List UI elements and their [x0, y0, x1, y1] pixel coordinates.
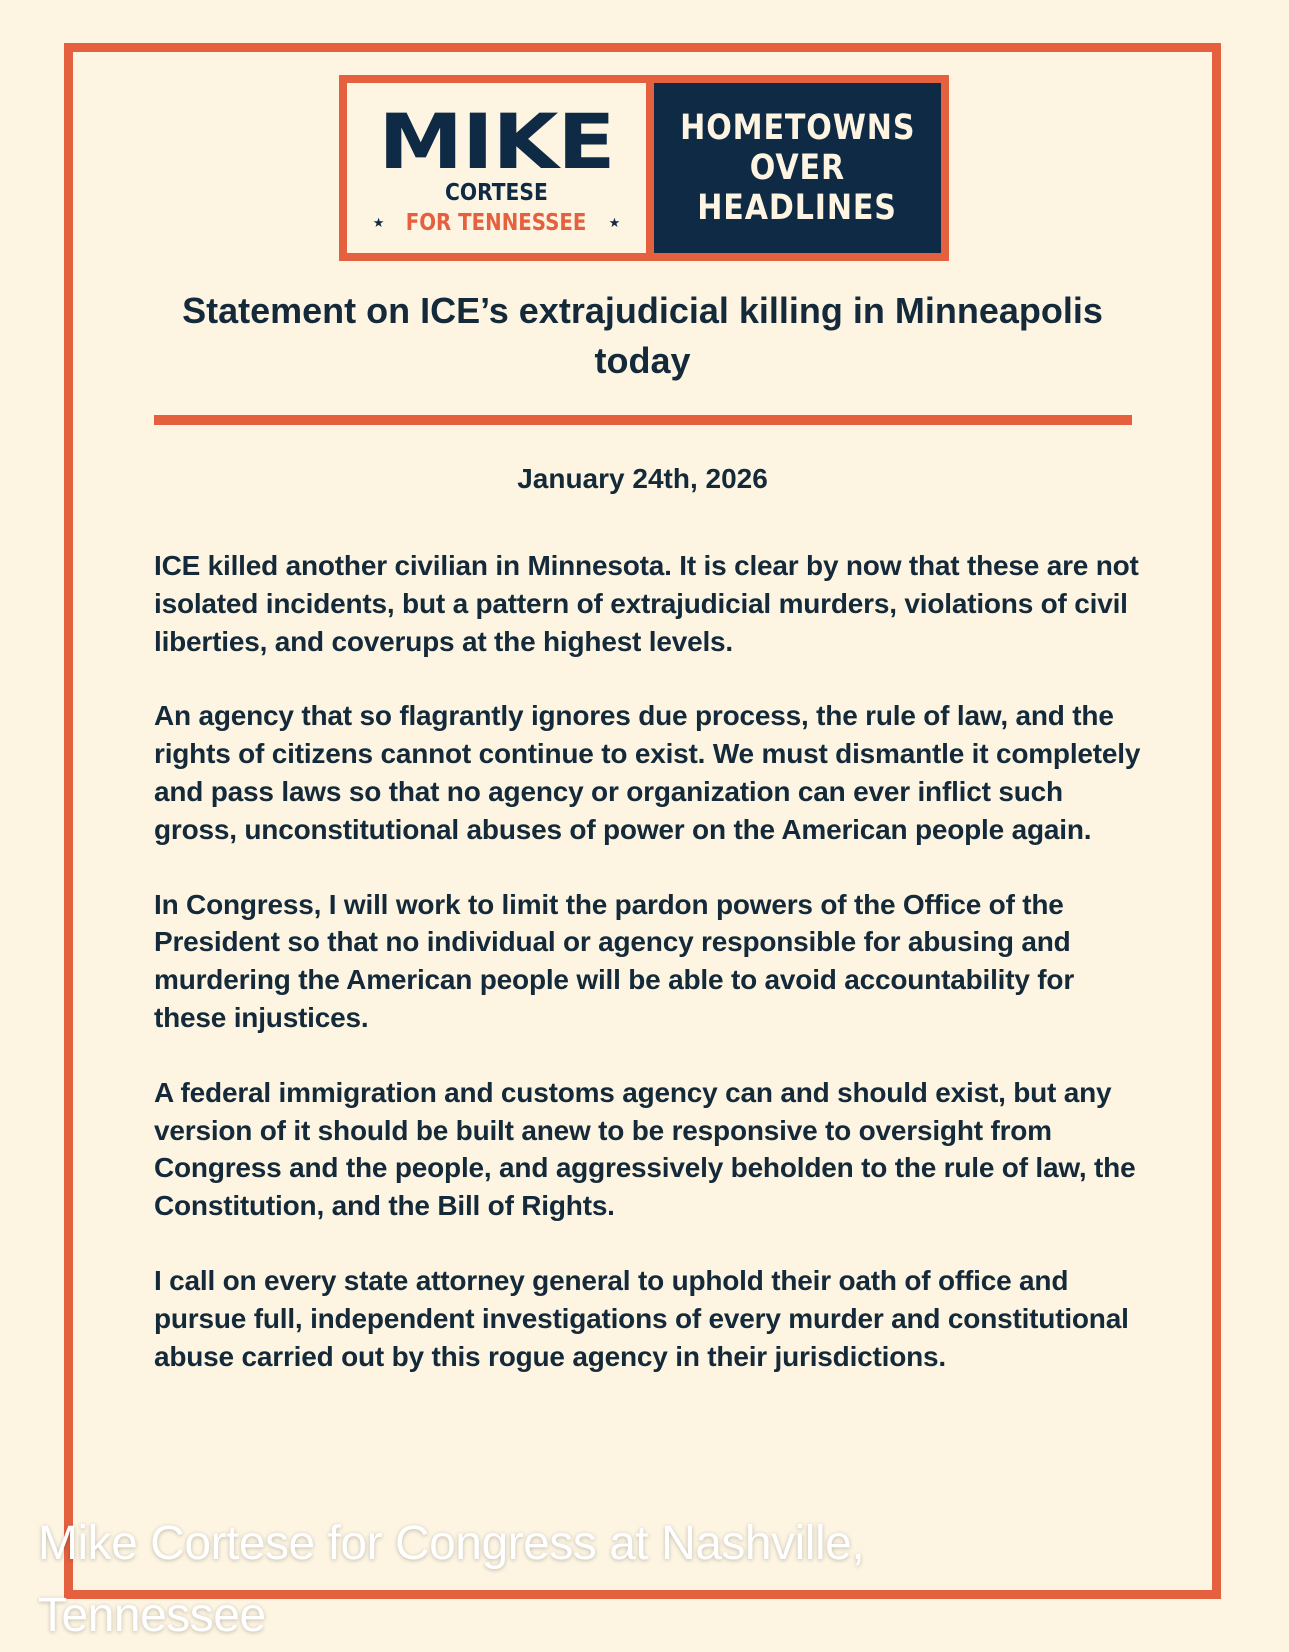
logo-slogan-block	[654, 83, 941, 253]
slogan-line: HOMETOWNS	[679, 108, 916, 148]
title-divider	[154, 415, 1132, 425]
statement-paragraph: ICE killed another civilian in Minnesota. It is clear by now that these are not isolated incidents, but a pattern of extrajudicial murders, violations of civil liberties, and coverups at the highest levels.	[154, 550, 1139, 657]
logo-first-name: MIKE	[378, 97, 615, 186]
slogan-line: OVER	[749, 148, 846, 188]
logo-tagline	[366, 210, 627, 236]
logo-last-name: CORTESE	[445, 180, 548, 206]
star-icon: ★	[372, 215, 385, 231]
logo-tagline-text: FOR TENNESSEE	[406, 210, 587, 236]
statement-paragraph: I call on every state attorney general to uphold their oath of office and pursue full, independent investigations of every murder and constitutional abuse carried out by this rogue agency in their jurisdictions.	[154, 1264, 1129, 1372]
statement-title: Statement on ICE’s extrajudicial killing in Minneapolis today	[182, 290, 1103, 381]
statement-body	[154, 547, 1144, 1412]
overlay-caption: Mike Cortese for Congress at Nashville, Tennessee	[38, 1517, 865, 1642]
logo-name-block	[347, 83, 646, 253]
star-icon: ★	[608, 215, 621, 231]
statement-paragraph: A federal immigration and customs agency can and should exist, but any version of it should be built anew to be responsive to oversight from Congress and the people, and aggressively beholden to the rule of law, the Constitution, and the Bill of Rights.	[154, 1076, 1136, 1222]
statement-date: January 24th, 2026	[517, 463, 768, 494]
statement-paragraph: An agency that so flagrantly ignores due process, the rule of law, and the rights of citizens cannot continue to exist. We must dismantle it completely and pass laws so that no agency or organization can ever inflict such gross, unconstitutional abuses of power on the American people again.	[154, 700, 1141, 845]
slogan-line: HEADLINES	[697, 188, 898, 228]
statement-paragraph: In Congress, I will work to limit the pardon powers of the Office of the President so that no individual or agency responsible for abusing and murdering the American people will be able to avoid accountability for these injustices.	[154, 888, 1075, 1033]
campaign-logo	[339, 75, 949, 261]
